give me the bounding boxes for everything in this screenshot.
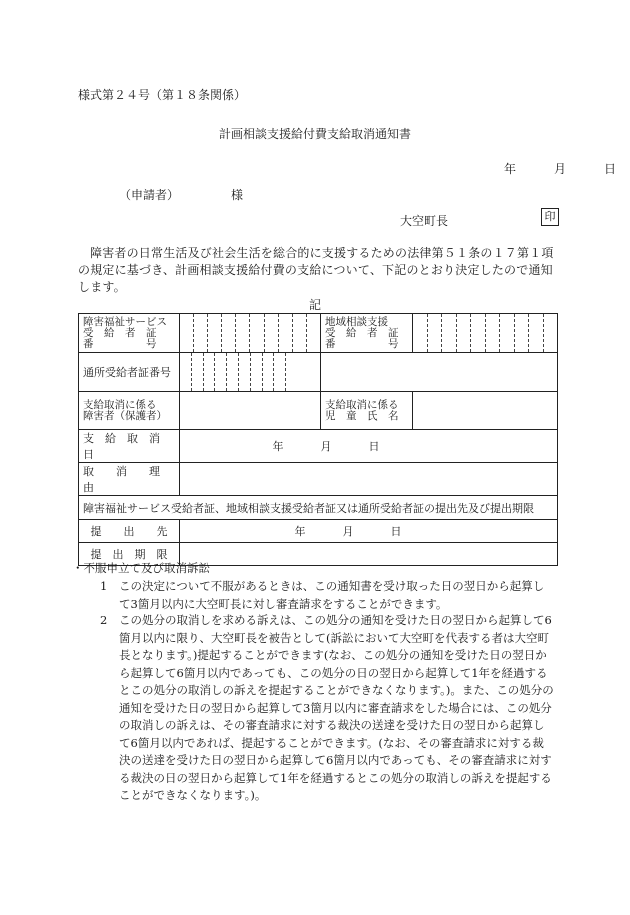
month-label: 月: [342, 525, 355, 538]
label-line: 児 童 氏 名: [325, 409, 399, 422]
cancel-person-label: [79, 392, 180, 430]
applicant-label: （申請者）: [119, 188, 180, 202]
cancel-child-field[interactable]: [413, 392, 558, 430]
submit-to-field[interactable]: [180, 520, 558, 543]
issuer-name: 大空町長: [400, 214, 449, 228]
table-row: [79, 392, 558, 430]
empty-cell: [321, 353, 558, 392]
label-line: 受 給 者 証: [83, 326, 157, 339]
item-text: この決定について不服があるときは、この通知書を受け取った日の翌日から起算して3箇月以内に大空町長に対し審査請求をすることができます。: [119, 579, 545, 611]
daycare-cert-label: 通所受給者証番号: [79, 353, 180, 392]
item-number: 2: [100, 613, 108, 627]
intro-paragraph: 障害者の日常生活及び社会生活を総合的に支援するための法律第５１条の１７第１項の規定に基づき、計画相談支援給付費の支給について、下記のとおり決定したので通知します。: [78, 246, 554, 294]
issue-date: [472, 160, 616, 177]
cancel-reason-field[interactable]: [180, 463, 558, 496]
day-label: 日: [368, 440, 381, 453]
submission-heading: 障害福祉サービス受給者証、地域相談支援受給者証又は通所受給者証の提出先及び提出期限: [79, 496, 558, 520]
service-cert-label: [79, 314, 180, 353]
ki-heading: 記: [308, 298, 321, 312]
community-cert-number-field[interactable]: [413, 314, 558, 353]
label-line: 地域相談支援: [325, 315, 388, 328]
document-title: 計画相談支援給付費支給取消通知書: [218, 127, 411, 141]
community-cert-label: [321, 314, 413, 353]
table-row: [79, 463, 558, 496]
daycare-cert-number-field[interactable]: [180, 353, 321, 392]
month-label: 月: [320, 440, 333, 453]
label-line: 受 給 者 証: [325, 326, 399, 339]
table-row: [79, 430, 558, 463]
item-text: この処分の取消しを求める訴えは、この処分の通知を受けた日の翌日から起算して6箇月以内に限り、大空町長を被告として(訴訟において大空町を代表する者は大空町長となります。)提起することができます(なお、この処分の通知を受けた日の翌日から起算して6箇月以内であっても、この処分の日の翌日から起算して1年を経過するとこの処分の取消しの訴えを提起することができなくなります。)。また、この処分の通知を受けた日の翌日から起算して3箇月以内に審査請求をした場合には、この処分の取消しの訴えは、その審査請求に対する裁決の送達を受けた日の翌日から起算して6箇月以内であれば、提起することができます。(なお、その審査請求に対する裁決の送達を受けた日の翌日から起算して6箇月以内であっても、その審査請求に対する裁決の日の翌日から起算して1年を経過するとこの処分の取消しの訴えを提起することができなくなります。)。: [119, 613, 554, 802]
table-row: [79, 314, 558, 353]
label-line: 番 号: [83, 337, 157, 350]
notice-table: [78, 313, 558, 566]
cancel-date-field[interactable]: [180, 430, 558, 463]
label-line: 障害福祉サービス: [83, 315, 167, 328]
label-line: 障害者（保護者）: [83, 409, 167, 422]
seal-stamp: 印: [541, 208, 559, 226]
label-line: 番 号: [325, 337, 399, 350]
date-month-label: 月: [554, 162, 567, 176]
table-row: [79, 520, 558, 543]
service-cert-number-field[interactable]: [180, 314, 321, 353]
date-year-label: 年: [504, 162, 517, 176]
submit-deadline-label: 提 出 期 限: [79, 543, 180, 566]
year-label: 年: [294, 525, 307, 538]
cancel-reason-label: 取 消 理 由: [79, 463, 180, 496]
item-number: 1: [100, 579, 108, 593]
objection-item-1: [100, 578, 555, 613]
cancel-child-label: [321, 392, 413, 430]
label-line: 支給取消に係る: [325, 398, 399, 411]
day-label: 日: [390, 525, 403, 538]
table-row: [79, 496, 558, 520]
date-day-label: 日: [604, 162, 617, 176]
cancel-date-label: 支 給 取 消 日: [79, 430, 180, 463]
form-number: 様式第２４号（第１８条関係）: [78, 88, 247, 102]
cancel-person-field[interactable]: [180, 392, 321, 430]
year-label: 年: [272, 440, 285, 453]
submit-to-label: 提 出 先: [79, 520, 180, 543]
objection-heading: ・不服申立て及び取消訴訟: [72, 561, 210, 575]
label-line: 支給取消に係る: [83, 398, 157, 411]
table-row: [79, 353, 558, 392]
objection-item-2: [100, 612, 555, 805]
honorific: 様: [231, 188, 244, 202]
submit-deadline-field[interactable]: [180, 543, 558, 566]
